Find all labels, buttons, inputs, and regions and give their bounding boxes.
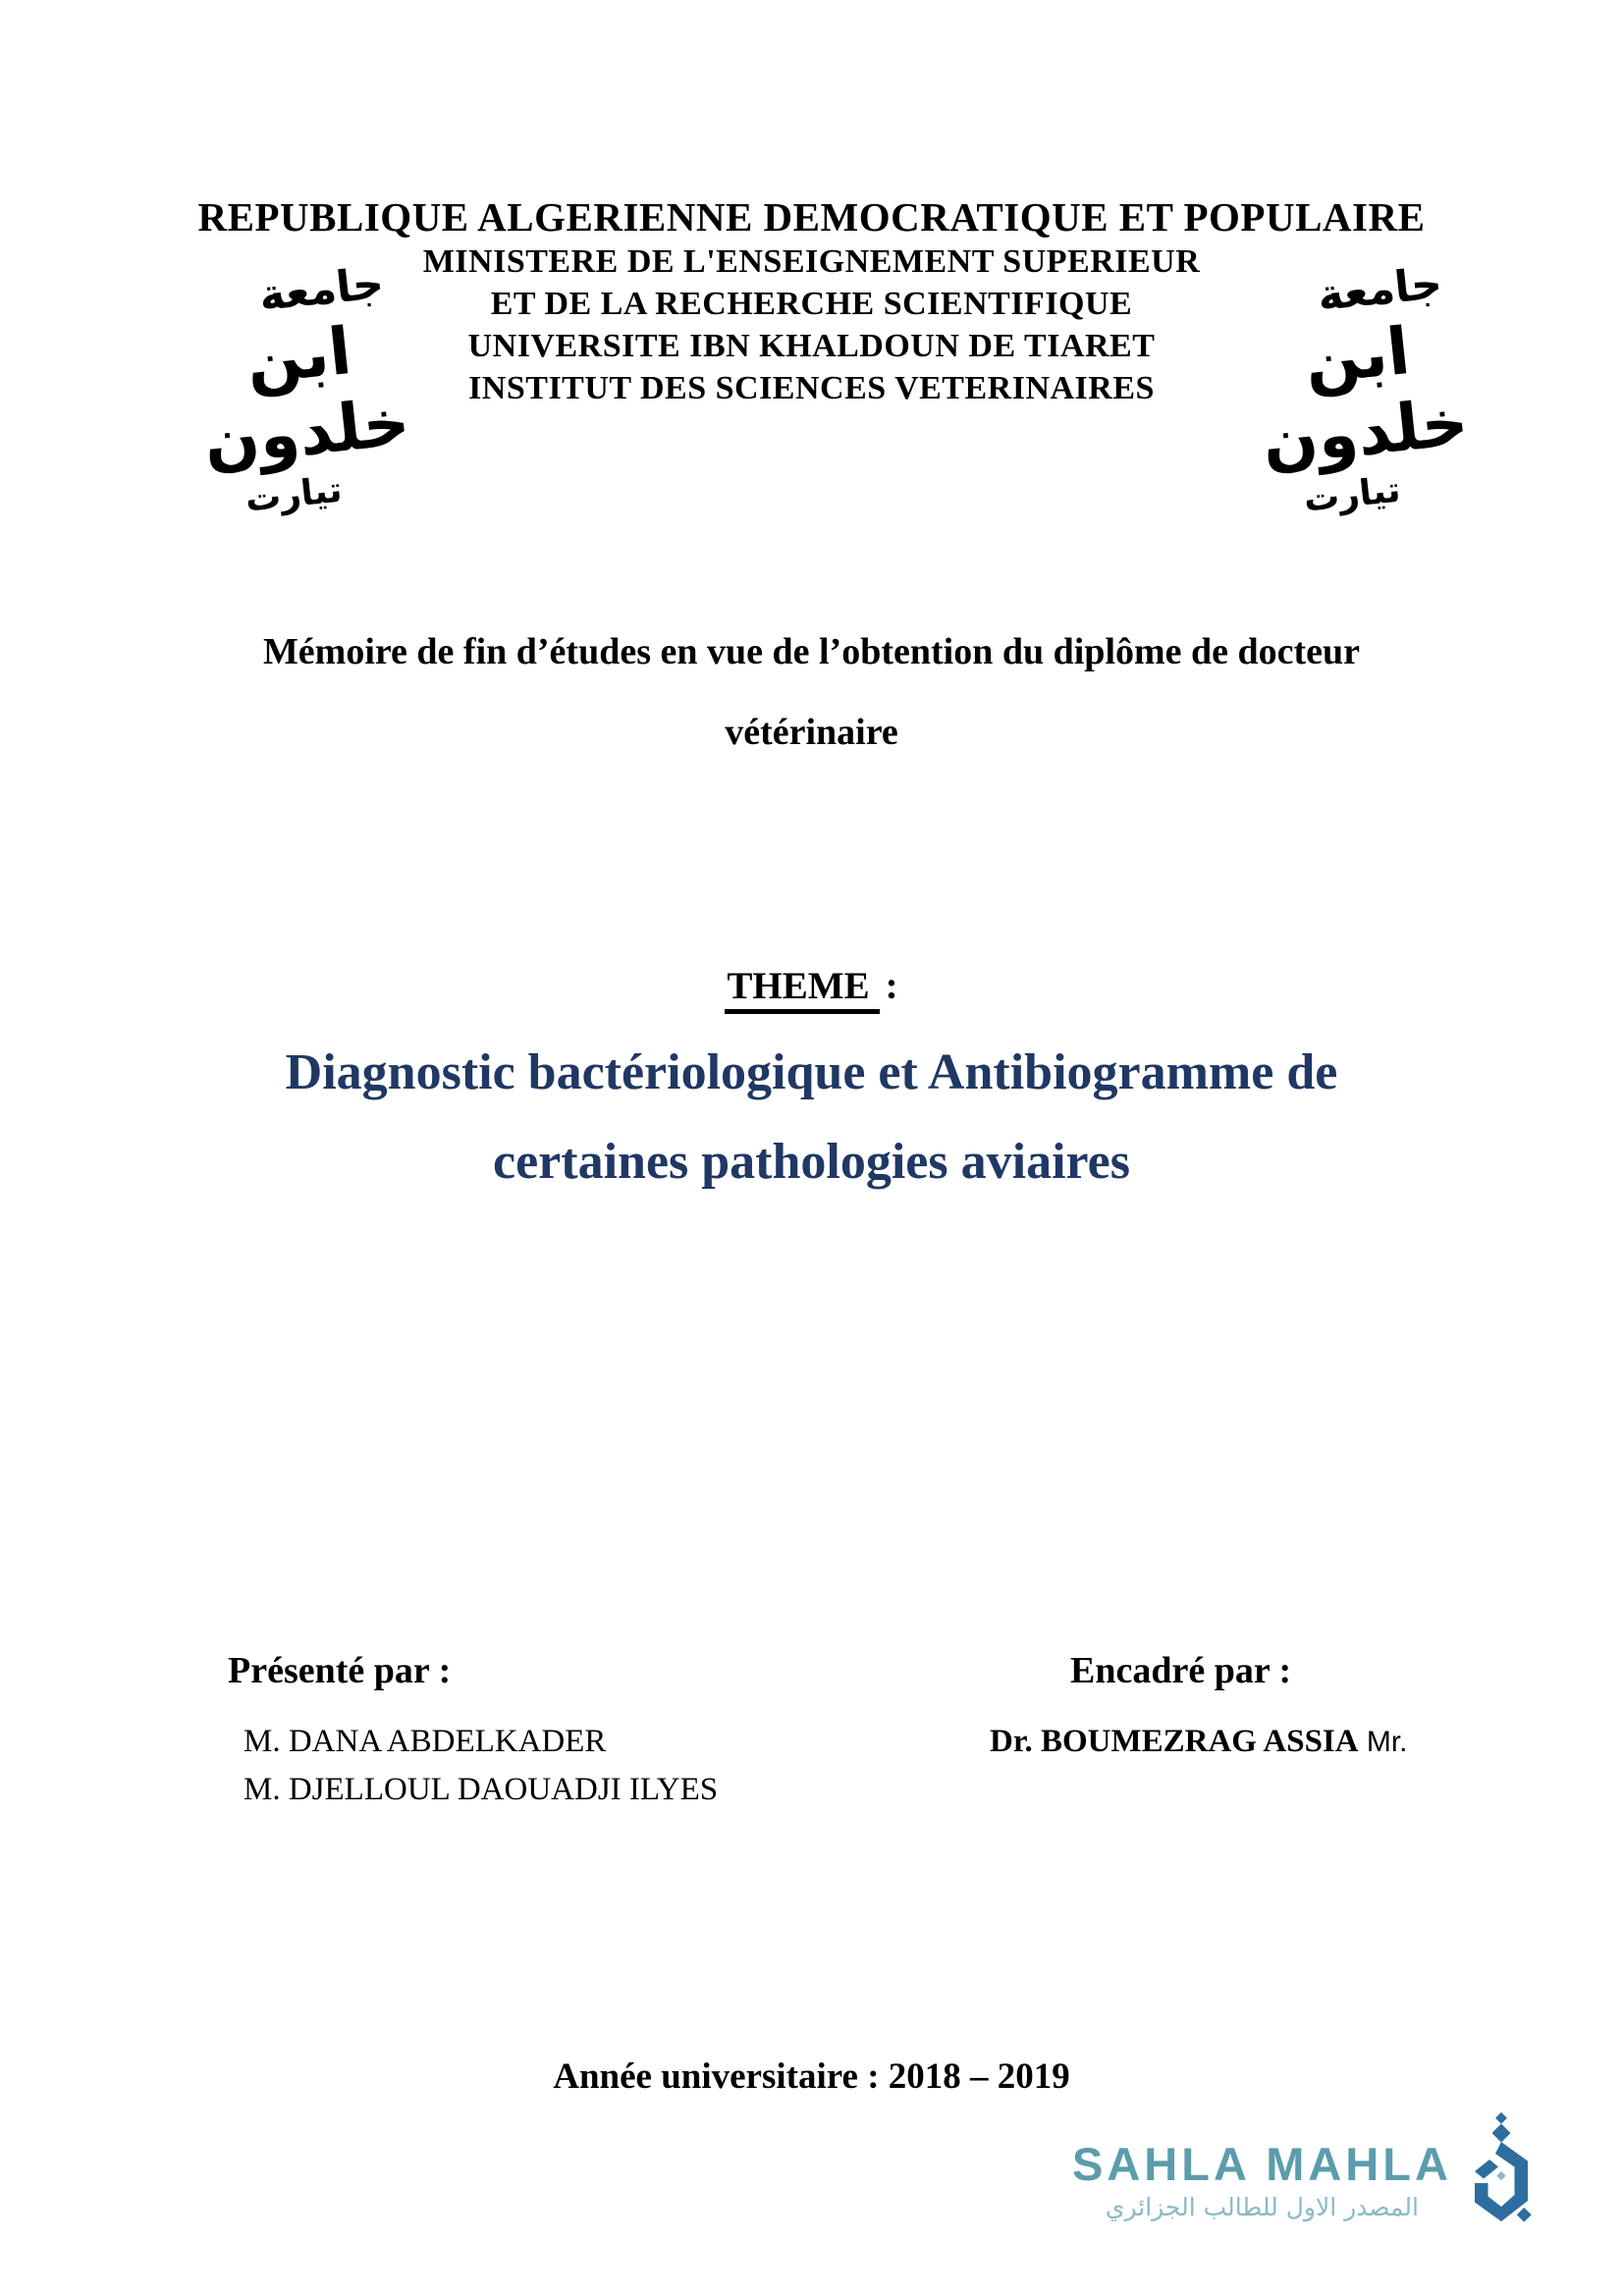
thesis-title-line2: certaines pathologies aviaires [493,1134,1130,1190]
supervisor-name-suffix: Mr. [1366,1726,1408,1758]
student-name: M. DANA ABDELKADER [243,1724,607,1759]
supervised-by-column [990,1649,1540,1760]
header-institute-line: INSTITUT DES SCIENCES VETERINAIRES [468,370,1155,406]
emblem-arabic-word-main: ابن خلدون [200,312,413,481]
university-emblem-icon [163,254,447,564]
emblem-arabic-word-main: ابن خلدون [1259,312,1472,481]
thesis-title-line1: Diagnostic bactériologique et Antibiogramme de [285,1044,1338,1100]
theme-heading [0,964,1623,1014]
supervised-by-label: Encadré par : [1070,1650,1292,1691]
emblem-arabic-word-bottom: تيارت [1301,469,1403,520]
header-republic-line: REPUBLIQUE ALGERIENNE DEMOCRATIQUE ET POPULAIRE [197,194,1426,240]
header-ministry-line: MINISTERE DE L'ENSEIGNEMENT SUPERIEUR [422,243,1201,280]
theme-colon: : [885,965,898,1007]
student-name: M. DJELLOUL DAOUADJI ILYES [243,1772,719,1807]
presented-by-column [228,1649,718,1808]
brand-wordmark: SAHLA MAHLA [1072,2138,1452,2190]
header-research-line: ET DE LA RECHERCHE SCIENTIFIQUE [490,286,1133,322]
brand-arabic-tagline: المصدر الاول للطالب الجزائري [1105,2193,1419,2221]
university-emblem-icon [1221,254,1505,564]
emblem-arabic-word-bottom: تيارت [243,469,345,520]
brand-mark-icon [1454,2112,1548,2241]
supervisor-name [990,1724,1540,1760]
emblem-arabic-word-top: جامعة [1315,258,1445,322]
sahla-mahla-logo [1072,2118,1548,2241]
presented-by-label: Présenté par : [228,1650,452,1691]
emblem-arabic-word-top: جامعة [256,258,387,322]
supervisor-name-bold: Dr. BOUMEZRAG ASSIA [990,1724,1359,1759]
header-university-line: UNIVERSITE IBN KHALDOUN DE TIARET [467,328,1156,364]
academic-year-line: Année universitaire : 2018 – 2019 [553,2056,1070,2097]
degree-statement-line1: Mémoire de fin d’études en vue de l’obtention du diplôme de docteur [262,631,1361,672]
brand-text [1072,2118,1452,2224]
degree-statement-line2: vétérinaire [725,712,898,753]
degree-statement [0,630,1623,754]
theme-label: THEME [725,964,879,1014]
theme-section [0,964,1623,1191]
